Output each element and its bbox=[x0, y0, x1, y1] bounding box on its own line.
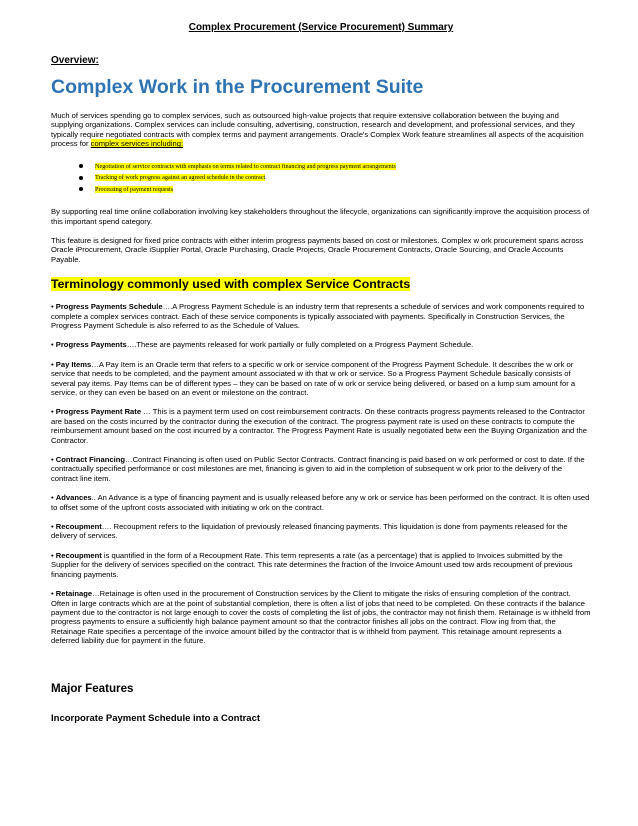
term-recoupment: • Recoupment…. Recoupment refers to the liquidation of previously released financing payments. This liquidation is done from payments released for the delivery of services. bbox=[51, 522, 568, 541]
list-item bbox=[79, 172, 591, 184]
term-definition: …. Recoupment refers to the liquidation of previously released financing payments. This liquidation is done from payments released for the delivery of services. bbox=[51, 522, 568, 541]
term-definition: .. An Advance is a type of financing payment and is usually released before any w ork or service has been performed on the contract. It is often used to offset some of the upfront costs associated with initiating w ork on the contract. bbox=[51, 493, 590, 512]
feature-bullet-list bbox=[51, 161, 591, 196]
term-definition: …Retainage is often used in the procurement of Construction services by the Client to mitigate the risks of ensuring completion of the contract. Often in large contracts which are at the point of substantial completion, there is often a list of jobs that need to be completed. On these contracts if the balance payment due to the contractor is not large enough to cover the costs of completing the list of jobs, the contractor may not finish them. Retainage is w ithheld from progress payments to ensure a sufficiently high balance payment amount so that the contractor finishes all jobs on the contract. Flow ing from that, the Retainage Rate specifies a percentage of the invoice amount billed by the contractor that is w ithheld from payment. This retainage amount represents a deferred liability due for payment in the future. bbox=[51, 589, 591, 646]
term-name: Progress Payment Rate bbox=[55, 407, 142, 417]
intro-text: Much of services spending go to complex services, such as outsourced high-value projects that require extensive collaboration between the buying and supplying organizations. Complex services can include consulting, advertising, construction, research and development, and professional services, and they typically require negotiated contracts with complex terms and payment arrangements. Oracle's Complex Work feature streamlines all aspects of the acquisition process for bbox=[51, 111, 584, 149]
bullet-text: Processing of payment requests bbox=[95, 185, 174, 193]
intro-paragraph bbox=[51, 111, 591, 149]
term-recoupment-rate: • Recoupment is quantified in the form of a Recoupment Rate. This term represents a rate (as a percentage) that is applied to Invoices submitted by the Supplier for the delivery of services specified on the contract. This rate determines the fraction of the Invoice Amount used tow ards recoupment of previous financing payments. bbox=[51, 550, 573, 579]
term-retainage: • Retainage…Retainage is often used in the procurement of Construction services by the Client to mitigate the risks of ensuring completion of the contract. Often in large contracts which are at the point of substantial completion, there is often a list of jobs that need to be completed. On these contracts if the balance payment due to the contractor is not large enough to cover the costs of completing the list of jobs, the contractor may not finish them. Retainage is w ithheld from progress payments to ensure a sufficiently high balance payment amount so that the contractor finishes all jobs on the contract. Flow ing from that, the Retainage Rate specifies a percentage of the invoice amount billed by the contractor that is w ithheld from payment. This retainage amount represents a deferred liability due for payment in the future. bbox=[51, 589, 591, 646]
bullet-text: Negotiation of service contracts with emphasis on terms related to contract financing and progress payment arrangements bbox=[95, 162, 396, 170]
terminology-heading-text: Terminology commonly used with complex Service Contracts bbox=[51, 277, 411, 292]
bullet-icon bbox=[79, 187, 83, 191]
list-item bbox=[79, 184, 591, 196]
term-name: Recoupment bbox=[55, 550, 102, 560]
term-definition: … This is a payment term used on cost reimbursement contracts. On these contracts progress payments released to the Contractor are based on the costs incurred by the contractor during the execution of the contract. The progress payment rate is used on these contracts to compute the reimbursement amount based on the cost incurred by a contractor. The Progress Payment Rate is usually negotiated betw een the Buying Organization and the Contractor. bbox=[51, 407, 587, 445]
term-contract-financing: • Contract Financing…Contract Financing is often used on Public Sector Contracts. Contract financing is paid based on w ork performed or cost to date. If the contractually specified performance or cost milestones are met, financing is given to aid in the completion of subsequent w ork prior to the delivery of the contract line item. bbox=[51, 455, 585, 483]
lifecycle-paragraph: By supporting real time online collaboration involving key stakeholders throughout the lifecycle, organizations can significantly improve the acquisition process of this important spend category. bbox=[51, 207, 590, 226]
term-definition: is quantified in the form of a Recoupment Rate. This term represents a rate (as a percentage) that is applied to Invoices submitted by the Supplier for the delivery of services specified on the contract. This rate determines the fraction of the Invoice Amount used tow ards recoupment of previous financing payments. bbox=[51, 550, 573, 579]
overview-label: Overview: bbox=[51, 55, 99, 66]
term-name: Contract Financing bbox=[55, 455, 125, 465]
main-heading: Complex Work in the Procurement Suite bbox=[51, 76, 424, 98]
term-progress-payments-schedule: • Progress Payments Schedule….A Progress Payment Schedule is an industry term that represents a schedule of services and work components required to complete a complex services contract. Each of these service components is typically associated with payments. Specifically in Construction Services, the Progress Payment Schedule is also referred to as the Schedule of Values. bbox=[51, 302, 585, 330]
term-advances: • Advances.. An Advance is a type of financing payment and is usually released before any w ork or service has been performed on the contract. It is often used to offset some of the upfront costs associated with initiating w ork on the contract. bbox=[51, 493, 590, 512]
document-page bbox=[51, 22, 591, 724]
term-name: Recoupment bbox=[55, 522, 102, 532]
term-name: Advances bbox=[55, 493, 92, 503]
term-pay-items: • Pay Items…A Pay Item is an Oracle term that refers to a specific w ork or service component of the Progress Payment Schedule. It describes the w ork or service that needs to be completed, and the payment amount associated w ith that w ork or service. So a Progress Payment Schedule basically consists of several pay items. Pay Items can be of different types – they can be based on rate of w ork or service being delivered, or based on a lump sum amount for a service, or they can even be based on an event or milestone on the contract. bbox=[51, 359, 576, 397]
term-name: Pay Items bbox=[55, 359, 92, 369]
term-definition: ….A Progress Payment Schedule is an industry term that represents a schedule of services and work components required to complete a complex services contract. Each of these service components is typically associated with payments. Specifically in Construction Services, the Progress Payment Schedule is also referred to as the Schedule of Values. bbox=[51, 302, 585, 330]
bullet-text: Tracking of work progress against an agreed schedule in the contract bbox=[95, 174, 266, 182]
bullet-icon bbox=[79, 164, 83, 168]
term-definition: …A Pay Item is an Oracle term that refers to a specific w ork or service component of the Progress Payment Schedule. It describes the w ork or service that needs to be completed, and the payment amount associated w ith that w ork or service. So a Progress Payment Schedule basically consists of several pay items. Pay Items can be of different types – they can be based on rate of w ork or service being delivered, or based on a lump sum amount for a service, or they can even be based on an event or milestone on the contract. bbox=[51, 359, 576, 397]
major-features-heading: Major Features bbox=[51, 681, 134, 695]
terminology-heading bbox=[51, 277, 591, 292]
term-progress-payment-rate: • Progress Payment Rate … This is a payment term used on cost reimbursement contracts. On these contracts progress payments released to the Contractor are based on the costs incurred by the contractor during the execution of the contract. The progress payment rate is used on these contracts to compute the reimbursement amount based on the cost incurred by a contractor. The Progress Payment Rate is usually negotiated betw een the Buying Organization and the Contractor. bbox=[51, 407, 587, 445]
term-name: Progress Payments Schedule bbox=[55, 302, 163, 312]
list-item bbox=[79, 161, 591, 173]
term-definition: ….These are payments released for work partially or fully completed on a Progress Payment Schedule. bbox=[126, 340, 474, 350]
term-name: Progress Payments bbox=[55, 340, 127, 350]
fixed-price-paragraph: This feature is designed for fixed price contracts with either interim progress payments based on cost or milestones. Complex w ork procurement spans across Oracle iProcurement, Oracle iSupplier Portal, Oracle Purchasing, Oracle Projects, Oracle Procurement Contracts, Oracle Sourcing, and Oracle Accounts Payable. bbox=[51, 235, 584, 264]
term-name: Retainage bbox=[55, 589, 93, 599]
intro-highlight: complex services including: bbox=[90, 139, 184, 149]
bullet-icon bbox=[79, 176, 83, 180]
term-definition: …Contract Financing is often used on Public Sector Contracts. Contract financing is paid based on w ork performed or cost to date. If the contractually specified performance or cost milestones are met, financing is given to aid in the completion of subsequent w ork prior to the delivery of the contract line item. bbox=[51, 455, 585, 483]
payment-schedule-subheading: Incorporate Payment Schedule into a Contract bbox=[51, 712, 261, 724]
document-title: Complex Procurement (Service Procurement) Summary bbox=[188, 22, 454, 33]
term-progress-payments: • Progress Payments….These are payments released for work partially or fully completed on a Progress Payment Schedule. bbox=[51, 340, 474, 350]
